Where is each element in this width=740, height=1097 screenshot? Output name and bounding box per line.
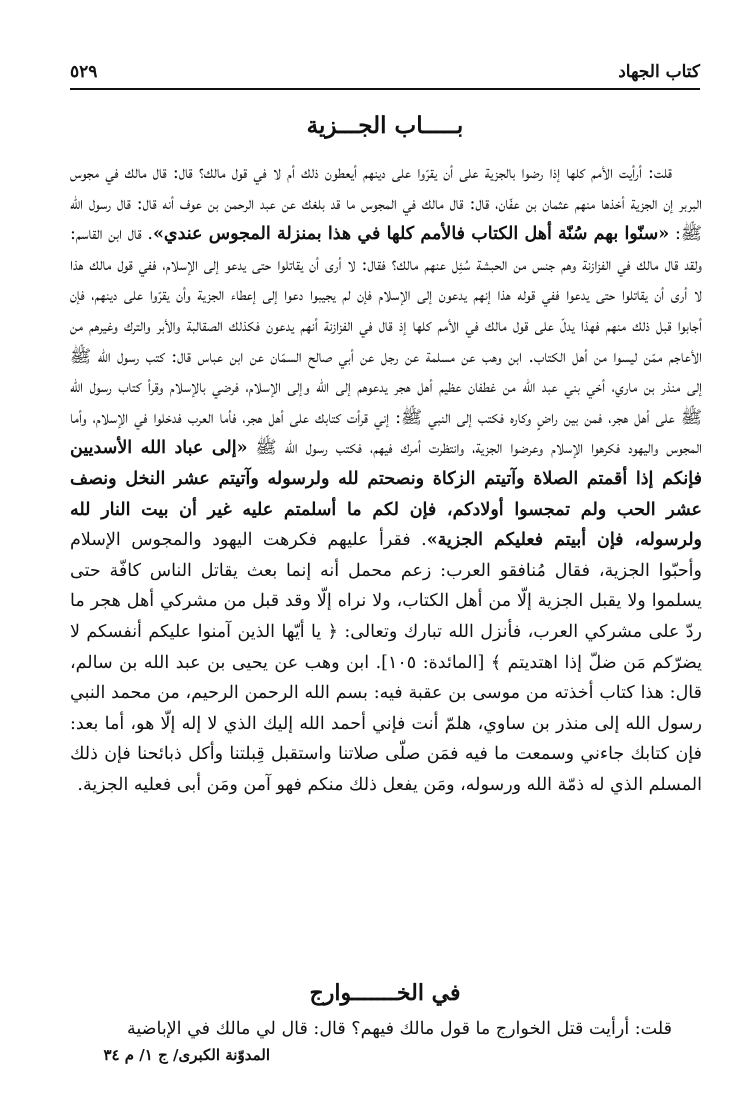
page-number: ٥٢٩	[70, 62, 98, 82]
hadith-quote: «سنّوا بهم سُنّة أهل الكتاب فالأمم كلها في هذا بمنزلة المجوس عندي»	[152, 224, 670, 245]
subsection-paragraph: قلت: أرأيت قتل الخوارج ما قول مالك فيهم؟ قال: قال لي مالك في الإباضية	[126, 1019, 672, 1039]
subsection-text	[70, 1014, 702, 1044]
running-head	[70, 62, 700, 86]
footer-signature: المدوّنة الكبرى/ ج ١/ م ٣٤	[103, 1046, 270, 1064]
main-paragraph	[70, 158, 702, 800]
text-segment: قلت: أرأيت الأمم كلها إذا رضوا بالجزية على أن يقرّوا على دينهم أيعطون ذلك أم لا في قول مالك؟ قال: قال مالك في مجوس البربر إن الجزية أخذها منهم عثمان بن عفّان، قال: قال مالك في المجوس ما قد بلغك عن عبد الرحمن بن عوف أنه قال: قال رسول الله ﷺ:	[70, 163, 702, 245]
subsection-title: في الخـــــــوارج	[309, 980, 461, 1006]
header-rule	[70, 88, 700, 90]
book-title: كتاب الجهاد	[618, 62, 700, 82]
section-title: بـــــاب الجـــزية	[306, 112, 464, 139]
text-segment: . فقرأ عليهم فكرهت اليهود والمجوس الإسلام وأحبّوا الجزية، فقال مُنافقو العرب: زعم محمل أنه إنما بعث يقاتل الناس كافّة حتى يسلموا ولا يقبل الجزية إلّا من أهل الكتاب، ولا نراه إلّا وقد قبل من مشركي أهل هجر ما ردّ على مشركي العرب، فأنزل الله تبارك وتعالى: ﴿ يا أيّها الذين آمنوا عليكم أنفسكم لا يضرّكم مَن ضلّ إذا اهتديتم ﴾ [المائدة: ١٠٥]. ابن وهب عن يحيى بن عبد الله بن سالم، قال: هذا كتاب أخذته من موسى بن عقبة فيه: بسم الله الرحمن الرحيم، من محمد النبي رسول الله إلى منذر بن ساوي، هلمّ أنت فإني أحمد الله إليك الذي لا إله إلّا هو، أما بعد: فإن كتابك جاءني وسمعت ما فيه فمَن صلّى صلاتنا واستقبل قِبلتنا وأكل ذبائحنا فإن ذلك المسلم الذي له ذمّة الله ورسوله، ومَن يفعل ذلك منكم فهو آمن ومَن أبى فعليه الجزية.	[70, 530, 702, 795]
letter-quote: «إلى عباد الله الأسديين فإنكم إذا أقمتم الصلاة وآتيتم الزكاة ونصحتم لله ولرسوله وآتيتم عشر النخل ونصف عشر الحب ولم تمجسوا أولادكم، فإن لكم ما أسلمتم عليه غير أن بيت النار لله ولرسوله، فإن أبيتم فعليكم الجزية»	[70, 438, 702, 551]
text-segment: . قال ابن القاسم: ولقد قال مالك في الفزازنة وهم جنس من الحبشة سُئِل عنهم مالك؟ فقال: لا أرى أن يقاتلوا حتى يدعو إلى الإسلام، ففي قول مالك هذا لا أرى أن يقاتلوا حتى يدعوا ففي قوله هذا إنهم يدعون إلى الإسلام فإن لم يجيبوا دعوا إلى إعطاء الجزية وأن يقرّوا على دينهم، فإن أجابوا قبل ذلك منهم فهذا يدلّ على قول مالك في الأمم كلها إذ قال في الفزازنة أنهم يدعون فكذلك الصقالبة والأبر والترك وغيرهم من الأعاجم ممّن ليسوا من أهل الكتاب. ابن وهب عن مسلمة عن رجل عن أبي صالح السمّان عن ابن عباس قال: كتب رسول الله ﷺ إلى منذر بن ماري، أخي بني عبد الله من غطفان عظيم أهل هجر يدعوهم إلى الله وإلى الإسلام، فرضي بالإسلام وقرأ كتاب رسول الله ﷺ على أهل هجر، فمن بين راضٍ وكاره فكتب إلى النبي ﷺ: إني قرأت كتابك على أهل هجر، فأما العرب فدخلوا في الإسلام، وأما المجوس واليهود فكرهوا الإسلام وعرضوا الجزية، وانتظرت أمرك فيهم، فكتب رسول الله ﷺ	[70, 224, 702, 459]
body-text	[70, 158, 702, 800]
